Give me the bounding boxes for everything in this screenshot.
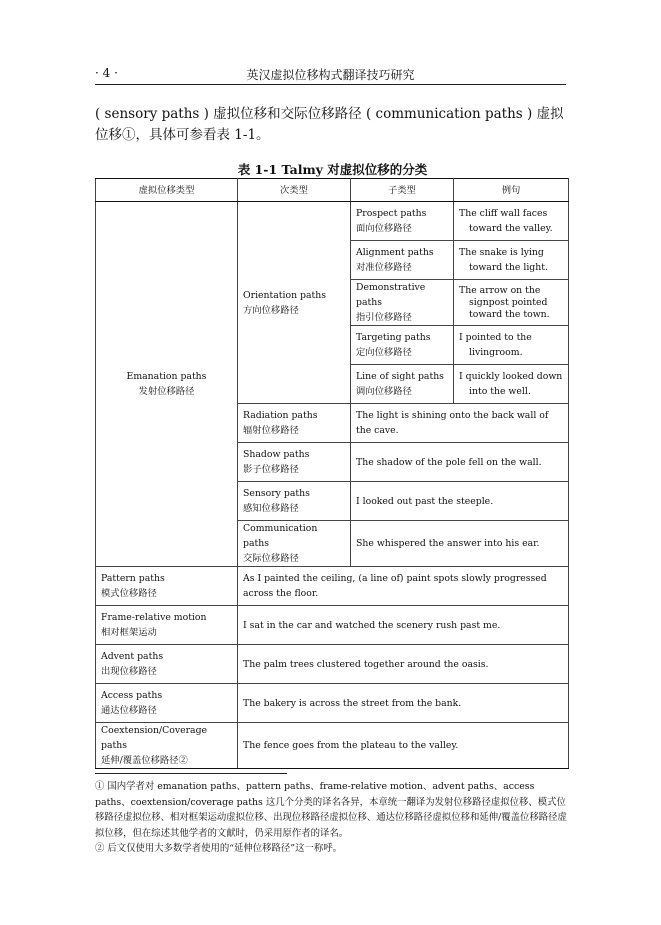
- column-header: 子类型: [351, 179, 454, 202]
- type-cell: [96, 645, 238, 684]
- type-cell: [96, 723, 238, 769]
- type-en: Advent paths: [101, 651, 164, 662]
- orientation-cell: [238, 202, 351, 404]
- subsubtype-en: Alignment paths: [356, 247, 434, 258]
- classification-table: [95, 178, 569, 769]
- type-zh: 模式位移路径: [101, 588, 157, 599]
- example-text: The cliff wall faces toward the valley.: [459, 208, 553, 234]
- example-cell: As I painted the ceiling, (a line of) paint spots slowly progressed across the floor.: [238, 567, 569, 606]
- footnote-1: ① 国内学者对 emanation paths、pattern paths、frame-relative motion、advent paths、access paths、coextension/coverage paths 这几个分类的译名各异，本章统一翻译为发射位移路径虚拟位移、模式位移路径虚拟位移、相对框架运动虚拟位移、出现位移路径虚拟位移、通达位移路径虚拟位移和延伸/覆盖位移路径虚拟位移，但在综述其他学者的文献时，仍采用原作者的译名。: [95, 781, 567, 839]
- type-zh: 通达位移路径: [101, 705, 157, 716]
- column-header: 例句: [454, 179, 569, 202]
- subtype-zh: 感知位移路径: [243, 503, 299, 514]
- subtype-zh: 辐射位移路径: [243, 425, 299, 436]
- example-cell: The fence goes from the plateau to the valley.: [238, 723, 569, 769]
- example-cell: [454, 365, 569, 404]
- type-en: Pattern paths: [101, 573, 165, 584]
- example-cell: I sat in the car and watched the scenery rush past me.: [238, 606, 569, 645]
- example-text: The snake is lying toward the light.: [459, 247, 548, 273]
- type-cell: [96, 567, 238, 606]
- subsubtype-cell: [351, 241, 454, 280]
- example-cell: The shadow of the pole fell on the wall.: [351, 443, 569, 482]
- subtype-en: Communication paths: [243, 523, 318, 549]
- type-zh: 出现位移路径: [101, 666, 157, 677]
- type-cell: [96, 606, 238, 645]
- type-cell: [96, 684, 238, 723]
- type-zh: 发射位移路径: [138, 386, 195, 397]
- page-number: · 4 ·: [95, 66, 118, 80]
- running-header: [95, 66, 566, 85]
- subsubtype-zh: 对准位移路径: [356, 262, 412, 273]
- column-header: 次类型: [238, 179, 351, 202]
- subsubtype-en: Prospect paths: [356, 208, 427, 219]
- table-header-row: [96, 179, 569, 202]
- example-cell: [454, 280, 569, 326]
- running-title: 英汉虚拟位移构式翻译技巧研究: [246, 68, 415, 82]
- subsubtype-cell: [351, 326, 454, 365]
- example-text: I quickly looked down into the well.: [459, 371, 563, 397]
- type-en: Emanation paths: [126, 371, 207, 382]
- example-cell: She whispered the answer into his ear.: [351, 521, 569, 567]
- subsubtype-zh: 面向位移路径: [356, 223, 412, 234]
- example-cell: The palm trees clustered together around the oasis.: [238, 645, 569, 684]
- type-en: Frame-relative motion: [101, 612, 207, 623]
- example-cell: [454, 326, 569, 365]
- subsubtype-en: Demonstrative paths: [356, 282, 426, 308]
- table-row: [96, 606, 569, 645]
- type-en: Coextension/Coverage paths: [101, 725, 208, 751]
- type-en: Access paths: [101, 690, 163, 701]
- subsubtype-cell: [351, 365, 454, 404]
- footnote-divider: [95, 773, 287, 774]
- example-cell: The bakery is across the street from the bank.: [238, 684, 569, 723]
- subsubtype-en: Targeting paths: [356, 332, 431, 343]
- table-row: [96, 684, 569, 723]
- type-zh: 相对框架运动: [101, 627, 157, 638]
- footnote-2: ② 后文仅使用大多数学者使用的“延伸位移路径”这一称呼。: [95, 843, 342, 854]
- table-row: [96, 723, 569, 769]
- subtype-en: Sensory paths: [243, 488, 310, 499]
- example-text: The arrow on the signpost pointed toward the town.: [459, 284, 550, 320]
- subsubtype-zh: 指引位移路径: [356, 312, 412, 323]
- example-cell: I looked out past the steeple.: [351, 482, 569, 521]
- subtype-en: Radiation paths: [243, 410, 318, 421]
- subtype-cell: [238, 482, 351, 521]
- example-cell: [454, 241, 569, 280]
- subtype-zh: 影子位移路径: [243, 464, 299, 475]
- subsubtype-zh: 定向位移路径: [356, 347, 412, 358]
- column-header: 虚拟位移类型: [96, 179, 238, 202]
- type-zh: 延伸/覆盖位移路径②: [101, 755, 188, 766]
- subtype-cell: [238, 404, 351, 443]
- table-row: [96, 202, 569, 241]
- example-text: I pointed to the livingroom.: [459, 332, 532, 358]
- example-cell: [454, 202, 569, 241]
- example-cell: The light is shining onto the back wall of the cave.: [351, 404, 569, 443]
- table-caption: 表 1-1 Talmy 对虚拟位移的分类: [237, 162, 428, 177]
- intro-paragraph: ( sensory paths ) 虚拟位移和交际位移路径 ( communication paths ) 虚拟位移①，具体可参看表 1-1。: [95, 106, 564, 143]
- subsubtype-cell: [351, 280, 454, 326]
- subtype-zh: 方向位移路径: [243, 304, 299, 316]
- subsubtype-cell: [351, 202, 454, 241]
- subtype-en: Orientation paths: [243, 289, 327, 301]
- subtype-en: Shadow paths: [243, 449, 310, 460]
- table-row: [96, 645, 569, 684]
- table-row: [96, 567, 569, 606]
- subsubtype-en: Line of sight paths: [356, 371, 444, 382]
- emanation-cell: [96, 202, 238, 567]
- subsubtype-zh: 调向位移路径: [356, 386, 412, 397]
- subtype-zh: 交际位移路径: [243, 553, 299, 564]
- subtype-cell: [238, 443, 351, 482]
- subtype-cell: [238, 521, 351, 567]
